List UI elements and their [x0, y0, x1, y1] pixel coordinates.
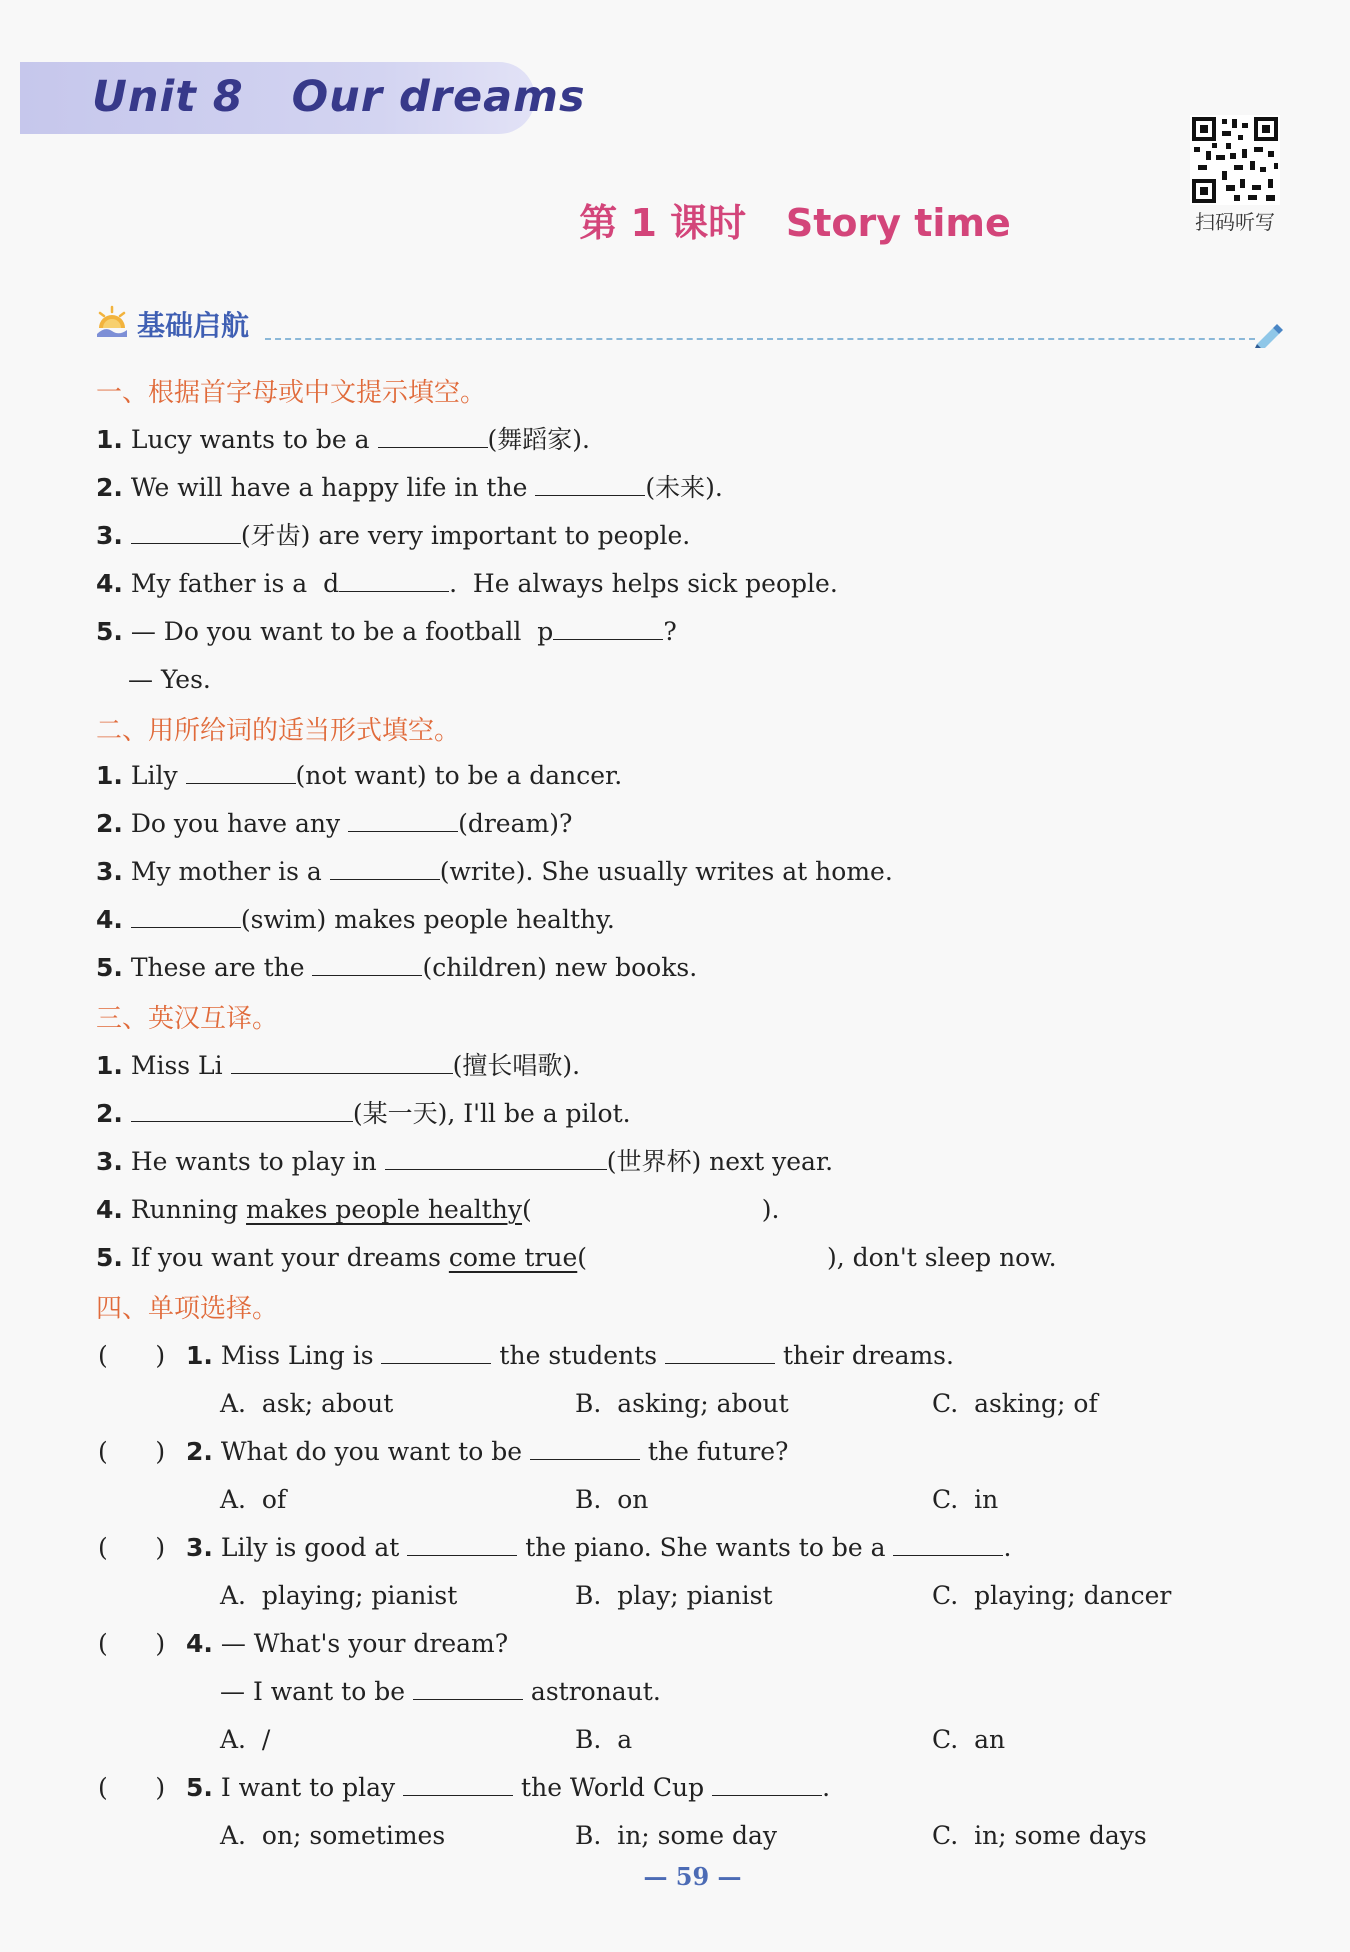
part3-heading: 三、英汉互译。 — [96, 1004, 279, 1034]
mc-question-4: 4. — What's your dream? — [186, 1629, 509, 1658]
mc-question-3: 3. Lily is good at the piano. She wants to be a . — [186, 1533, 1012, 1562]
answer-blank[interactable] — [553, 617, 663, 640]
answer-paren[interactable]: ( ) — [98, 1629, 166, 1658]
answer-blank[interactable] — [131, 905, 241, 928]
part3-item-1: 1. Miss Li (擅长唱歌). — [96, 1051, 581, 1080]
q2-option-c[interactable]: C. in — [932, 1485, 999, 1514]
mc-question-1: 1. Miss Ling is the students their dreams. — [186, 1341, 954, 1370]
mc-question-4-reply: — I want to be astronaut. — [220, 1677, 661, 1706]
mc-question-2: 2. What do you want to be the future? — [186, 1437, 789, 1466]
part3-item-5: 5. If you want your dreams come true( ), don't sleep now. — [96, 1243, 1057, 1272]
answer-blank[interactable] — [131, 521, 241, 544]
q2-option-a[interactable]: A. of — [220, 1485, 287, 1514]
q1-option-c[interactable]: C. asking; of — [932, 1389, 1098, 1418]
part1-answer-line: — Yes. — [128, 665, 211, 694]
mc-question-5: 5. I want to play the World Cup . — [186, 1773, 831, 1802]
section-divider — [265, 338, 1255, 340]
part1-heading: 一、根据首字母或中文提示填空。 — [96, 378, 487, 408]
answer-blank[interactable] — [231, 1051, 453, 1074]
answer-blank — [381, 1341, 491, 1364]
part2-item-1: 1. Lily (not want) to be a dancer. — [96, 761, 623, 790]
unit-title: Unit 8 Our dreams — [92, 72, 586, 122]
answer-blank[interactable] — [186, 761, 296, 784]
lesson-title — [0, 192, 1350, 247]
answer-blank[interactable] — [131, 1099, 353, 1122]
qr-caption: 扫码听写 — [1195, 210, 1275, 234]
part2-item-4: 4. (swim) makes people healthy. — [96, 905, 615, 934]
part3-item-2: 2. (某一天), I'll be a pilot. — [96, 1099, 631, 1128]
q4-option-a[interactable]: A. / — [220, 1725, 271, 1754]
answer-blank — [530, 1437, 640, 1460]
answer-paren[interactable]: ( ) — [98, 1341, 166, 1370]
lesson-name: Story time — [785, 201, 1011, 245]
answer-paren[interactable]: ( ) — [98, 1773, 166, 1802]
answer-blank[interactable] — [339, 569, 449, 592]
part4-heading: 四、单项选择。 — [96, 1294, 279, 1324]
part1-item-2: 2. We will have a happy life in the (未来). — [96, 473, 723, 502]
part1-item-1: 1. Lucy wants to be a (舞蹈家). — [96, 425, 590, 454]
answer-blank — [407, 1533, 517, 1556]
part3-item-3: 3. He wants to play in (世界杯) next year. — [96, 1147, 834, 1176]
part1-item-3: 3. (牙齿) are very important to people. — [96, 521, 691, 550]
q3-option-b[interactable]: B. play; pianist — [575, 1581, 773, 1610]
answer-blank — [403, 1773, 513, 1796]
q4-option-b[interactable]: B. a — [575, 1725, 633, 1754]
lesson-number: 第 1 课时 — [579, 201, 747, 245]
underlined-phrase: come true — [448, 1243, 578, 1272]
part1-item-5: 5. — Do you want to be a football p ? — [96, 617, 677, 646]
answer-blank — [665, 1341, 775, 1364]
answer-blank — [712, 1773, 822, 1796]
q4-option-c[interactable]: C. an — [932, 1725, 1006, 1754]
pencil-icon — [1253, 320, 1285, 348]
answer-blank[interactable] — [378, 425, 488, 448]
part3-item-4: 4. Running makes people healthy( ). — [96, 1195, 780, 1224]
part2-item-2: 2. Do you have any (dream)? — [96, 809, 573, 838]
q1-option-a[interactable]: A. ask; about — [220, 1389, 394, 1418]
section-header — [95, 302, 1285, 342]
answer-blank — [413, 1677, 523, 1700]
answer-blank[interactable] — [330, 857, 440, 880]
q5-option-a[interactable]: A. on; sometimes — [220, 1821, 446, 1850]
q5-option-c[interactable]: C. in; some days — [932, 1821, 1147, 1850]
section-label: 基础启航 — [137, 309, 250, 342]
answer-paren[interactable]: ( ) — [98, 1533, 166, 1562]
answer-blank[interactable] — [312, 953, 422, 976]
part2-item-3: 3. My mother is a (write). She usually writes at home. — [96, 857, 893, 886]
answer-blank — [893, 1533, 1003, 1556]
q3-option-a[interactable]: A. playing; pianist — [220, 1581, 458, 1610]
q3-option-c[interactable]: C. playing; dancer — [932, 1581, 1172, 1610]
q2-option-b[interactable]: B. on — [575, 1485, 649, 1514]
part2-heading: 二、用所给词的适当形式填空。 — [96, 716, 461, 746]
page-number: — 59 — — [643, 1862, 742, 1891]
q5-option-b[interactable]: B. in; some day — [575, 1821, 778, 1850]
q1-option-b[interactable]: B. asking; about — [575, 1389, 789, 1418]
answer-blank[interactable] — [348, 809, 458, 832]
answer-blank[interactable] — [535, 473, 645, 496]
underlined-phrase: makes people healthy — [246, 1195, 523, 1224]
sun-icon — [95, 304, 129, 338]
answer-blank[interactable] — [385, 1147, 607, 1170]
part2-item-5: 5. These are the (children) new books. — [96, 953, 698, 982]
answer-paren[interactable]: ( ) — [98, 1437, 166, 1466]
part1-item-4: 4. My father is a d . He always helps sick people. — [96, 569, 838, 598]
